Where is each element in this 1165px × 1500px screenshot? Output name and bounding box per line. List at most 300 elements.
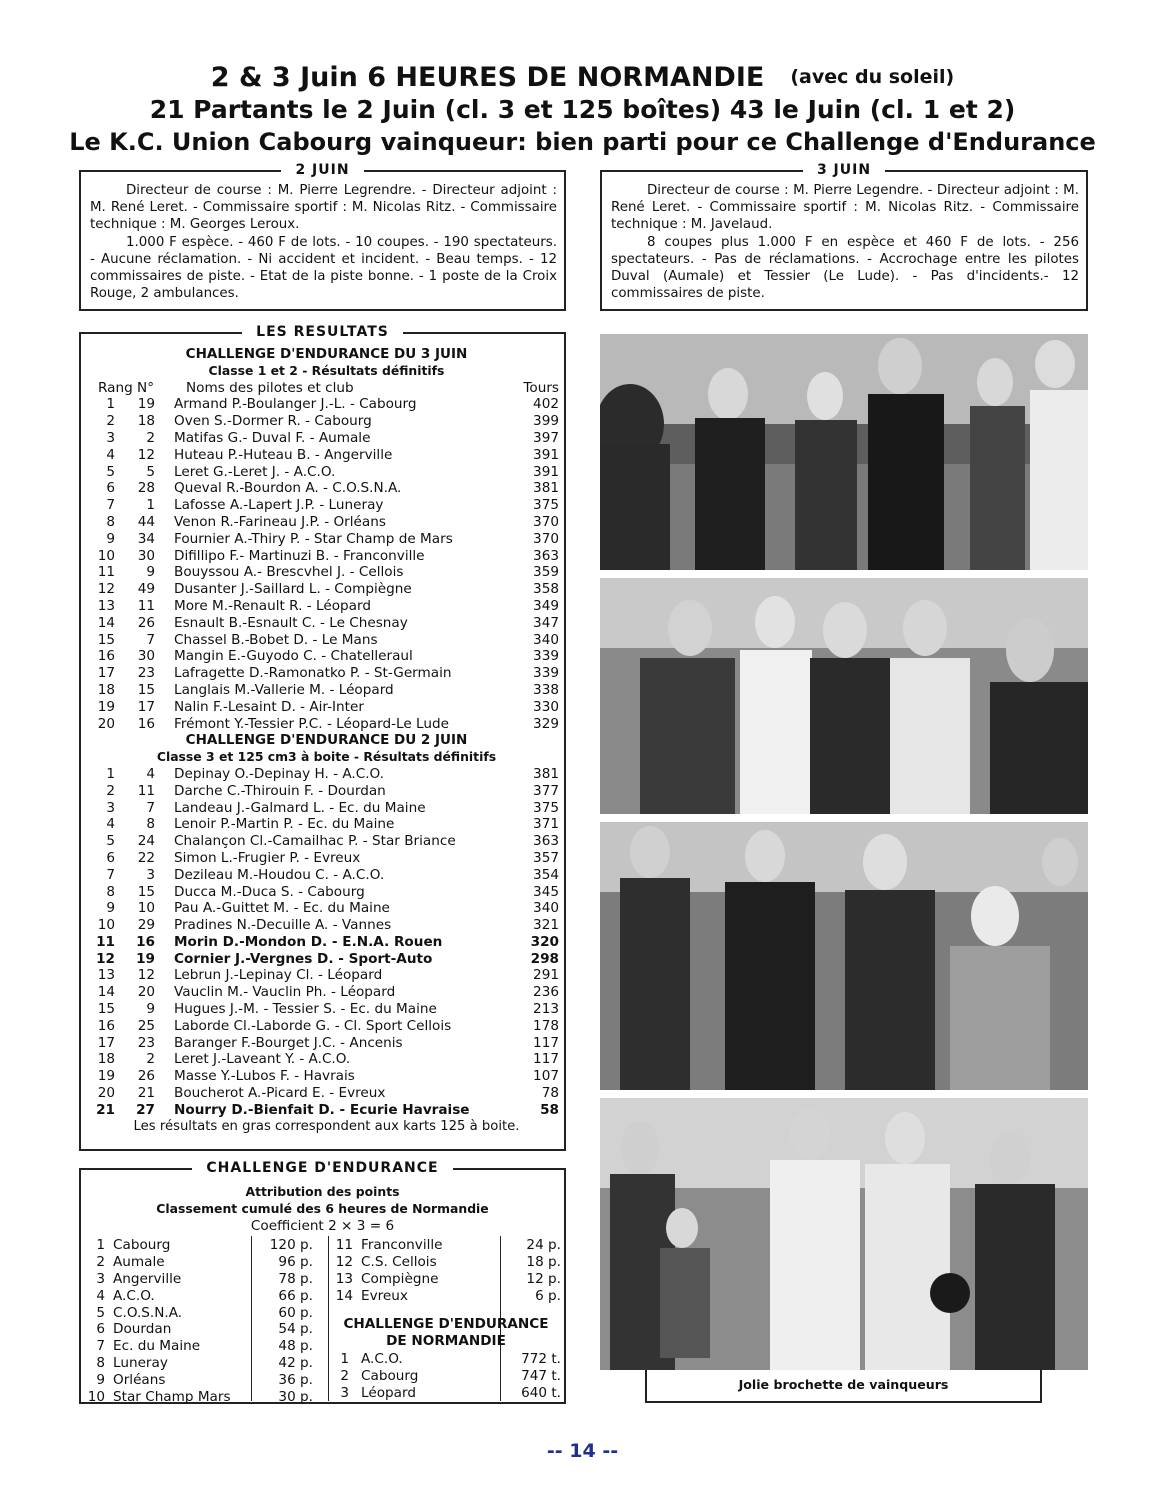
photo-caption: Jolie brochette de vainqueurs [645,1370,1042,1403]
result-row [89,615,564,632]
result-laps: 402 [533,396,559,413]
points-club: Ec. du Maine [113,1338,201,1355]
result-rank: 12 [96,950,115,967]
result-row [89,1068,564,1085]
result-number: 15 [137,681,155,698]
points-value: 96 p. [278,1253,313,1270]
race2-results-list [89,766,564,1119]
juin3-info-box [600,162,1088,311]
result-drivers: Esnault B.-Esnault C. - Le Chesnay [174,614,408,631]
points-row [335,1368,561,1385]
result-laps: 107 [533,1068,559,1085]
result-drivers: Leret J.-Laveant Y. - A.C.O. [174,1051,351,1068]
points-row [335,1288,561,1305]
result-laps: 381 [533,480,559,497]
result-laps: 381 [533,765,559,782]
points-club: C.O.S.N.A. [113,1304,183,1321]
points-row [335,1254,561,1271]
result-laps: 391 [533,446,559,463]
result-row [89,1018,564,1035]
result-laps: 370 [533,513,559,530]
result-laps: 375 [533,497,559,514]
result-drivers: Difillipo F.- Martinuzi B. - Franconville [174,547,425,564]
result-rank: 20 [97,1085,115,1102]
result-rank: 4 [106,446,115,463]
result-number: 22 [137,849,155,866]
result-number: 28 [137,480,155,497]
result-drivers: Ducca M.-Duca S. - Cabourg [174,883,365,900]
result-rank: 11 [97,564,115,581]
points-club: Star Champ Mars [113,1389,231,1406]
result-number: 15 [137,883,155,900]
result-drivers: Chassel B.-Bobet D. - Le Mans [174,631,378,648]
result-drivers: Frémont Y.-Tessier P.C. - Léopard-Le Lude [174,715,449,732]
result-rank: 6 [106,849,115,866]
points-row [87,1389,313,1406]
result-number: 49 [137,581,155,598]
result-rank: 19 [97,1068,115,1085]
points-row [335,1271,561,1288]
points-subtitle-2: Classement cumulé des 6 heures de Normandie [156,1200,489,1216]
result-laps: 330 [533,698,559,715]
result-rank: 20 [97,715,115,732]
result-number: 25 [137,1017,155,1034]
points-value: 747 t. [521,1367,561,1384]
result-laps: 298 [530,950,559,967]
result-row [89,1051,564,1068]
result-number: 12 [137,967,155,984]
result-rank: 15 [97,1001,115,1018]
result-drivers: Mangin E.-Guyodo C. - Chatelleraul [174,648,413,665]
result-row [89,447,564,464]
result-laps: 347 [533,614,559,631]
race2-title: CHALLENGE D'ENDURANCE DU 2 JUIN [185,732,468,749]
result-row [89,632,564,649]
result-row [89,1035,564,1052]
result-number: 29 [137,917,155,934]
points-value: 78 p. [278,1270,313,1287]
result-drivers: Huteau P.-Huteau B. - Angerville [174,446,393,463]
result-number: 30 [137,547,155,564]
result-row [89,396,564,413]
result-drivers: Lafosse A.-Lapert J.P. - Luneray [174,497,384,514]
result-rank: 3 [106,429,115,446]
juin2-info-box [79,162,566,311]
result-rank: 8 [106,883,115,900]
juin2-title: 2 JUIN [281,162,363,178]
headline-line-3: Le K.C. Union Cabourg vainqueur: bien parti pour ce Challenge d'Endurance [69,128,1096,156]
result-row [89,1001,564,1018]
juin3-title: 3 JUIN [803,162,885,178]
result-row [89,464,564,481]
result-number: 7 [146,631,155,648]
headline-aside: (avec du soleil) [790,66,955,88]
points-rank: 2 [340,1367,349,1384]
points-rank: 6 [96,1321,105,1338]
result-laps: 377 [533,782,559,799]
points-row [87,1288,313,1305]
points-subtitle-1: Attribution des points [245,1184,400,1199]
result-rank: 14 [97,614,115,631]
result-laps: 359 [533,564,559,581]
result-rank: 10 [97,917,115,934]
result-drivers: Lenoir P.-Martin P. - Ec. du Maine [174,816,395,833]
points-rank: 8 [96,1355,105,1372]
race1-results-list [89,396,564,732]
result-drivers: Chalançon Cl.-Camailhac P. - Star Briance [174,833,456,850]
result-drivers: Lafragette D.-Ramonatko P. - St-Germain [174,665,452,682]
result-row [89,967,564,984]
result-rank: 11 [96,933,115,950]
result-number: 44 [137,513,155,530]
result-laps: 117 [533,1034,559,1051]
points-rank: 1 [96,1237,105,1253]
result-number: 23 [137,665,155,682]
result-drivers: Laborde Cl.-Laborde G. - Cl. Sport Cellois [174,1017,452,1034]
result-drivers: Dusanter J.-Saillard L. - Compiègne [174,581,412,598]
points-club: Angerville [113,1270,182,1287]
points-right-column [335,1237,561,1305]
result-number: 11 [137,782,155,799]
result-row [89,900,564,917]
result-laps: 370 [533,530,559,547]
points-value: 772 t. [521,1351,561,1367]
result-rank: 1 [106,396,115,413]
points-value: 24 p. [526,1237,561,1253]
points-rank: 2 [96,1253,105,1270]
results-content [81,334,564,1135]
result-drivers: Boucherot A.-Picard E. - Evreux [174,1085,386,1102]
points-value: 48 p. [278,1338,313,1355]
points-club: C.S. Cellois [361,1253,437,1270]
result-drivers: Dezileau M.-Houdou C. - A.C.O. [174,866,385,883]
result-row [89,766,564,783]
result-rank: 4 [106,816,115,833]
result-row [89,682,564,699]
race1-title: CHALLENGE D'ENDURANCE DU 3 JUIN [185,346,468,362]
result-number: 26 [137,1068,155,1085]
col-rang: Rang N° [98,379,155,396]
result-drivers: Darche C.-Thirouin F. - Dourdan [174,782,386,799]
result-number: 3 [146,866,155,883]
points-rank: 7 [96,1338,105,1355]
points-box [79,1160,566,1406]
points-club: Cabourg [361,1367,419,1384]
result-drivers: More M.-Renault R. - Léopard [174,597,371,614]
result-rank: 13 [97,967,115,984]
result-laps: 340 [533,900,559,917]
points-row [87,1254,313,1271]
result-rank: 14 [97,984,115,1001]
results-column-header [89,380,564,397]
result-number: 8 [146,816,155,833]
points-row [335,1351,561,1368]
result-laps: 363 [533,547,559,564]
points-value: 6 p. [535,1287,561,1304]
points-club: A.C.O. [113,1287,155,1304]
points-row [87,1305,313,1322]
points-row [87,1271,313,1288]
points-value: 60 p. [278,1304,313,1321]
result-number: 17 [137,698,155,715]
result-number: 1 [146,497,155,514]
result-laps: 58 [540,1101,559,1118]
points-rank: 12 [335,1253,353,1270]
result-row [89,1102,564,1119]
points-rank: 5 [96,1304,105,1321]
result-number: 20 [137,984,155,1001]
result-rank: 2 [106,782,115,799]
result-number: 34 [137,530,155,547]
result-rank: 9 [106,900,115,917]
result-laps: 117 [533,1051,559,1068]
result-row [89,867,564,884]
result-laps: 391 [533,463,559,480]
result-rank: 15 [97,631,115,648]
result-laps: 329 [533,715,559,732]
result-drivers: Pradines N.-Decuille A. - Vannes [174,917,392,934]
points-row [87,1237,313,1254]
result-drivers: Depinay O.-Depinay H. - A.C.O. [174,765,384,782]
result-drivers: Bouyssou A.- Brescvhel J. - Cellois [174,564,404,581]
result-rank: 7 [106,497,115,514]
points-title: CHALLENGE D'ENDURANCE [192,1160,452,1176]
result-drivers: Nalin F.-Lesaint D. - Air-Inter [174,698,364,715]
result-laps: 358 [533,581,559,598]
result-number: 9 [146,1001,155,1018]
normandie-challenge-title [331,1316,561,1350]
result-rank: 10 [97,547,115,564]
result-number: 30 [137,648,155,665]
points-value: 18 p. [526,1253,561,1270]
result-drivers: Fournier A.-Thiry P. - Star Champ de Mars [174,530,453,547]
points-rank: 3 [340,1384,349,1401]
points-club: Dourdan [113,1321,172,1338]
result-laps: 354 [533,866,559,883]
result-row [89,531,564,548]
points-value: 12 p. [526,1270,561,1287]
result-number: 24 [137,833,155,850]
result-laps: 178 [533,1017,559,1034]
points-club: Compiègne [361,1270,439,1287]
headline-main: 2 & 3 Juin 6 HEURES DE NORMANDIE [210,62,765,93]
result-number: 18 [137,413,155,430]
result-laps: 345 [533,883,559,900]
result-rank: 6 [106,480,115,497]
points-rank: 1 [340,1351,349,1367]
points-row [87,1372,313,1389]
juin2-text [81,172,564,302]
result-laps: 321 [533,917,559,934]
result-drivers: Morin D.-Mondon D. - E.N.A. Rouen [174,933,443,950]
result-row [89,984,564,1001]
page-number: -- 14 -- [546,1440,619,1462]
points-left-column [87,1237,313,1406]
result-laps: 375 [533,799,559,816]
normandie-title-2: DE NORMANDIE [386,1333,506,1349]
juin3-paragraph: Directeur de course : M. Pierre Legendre. - Directeur adjoint : M. René Leret. - Commissaire sportif : M. Nicolas Ritz. - Commissaire technique : M. Javelaud. [611,183,1079,233]
result-laps: 339 [533,665,559,682]
results-note: Les résultats en gras correspondent aux karts 125 à boite. [133,1118,520,1134]
result-number: 12 [137,446,155,463]
result-number: 4 [146,765,155,782]
juin2-paragraph: 1.000 F espèce. - 460 F de lots. - 10 coupes. - 190 spectateurs. - Aucune réclamation. - Ni accident et incident. - Beau temps. - 12 commissaires de piste. - Etat de la piste bonne. - 1 poste de la Croix Rouge, 2 ambulances. [90,234,557,302]
headline-line-1 [0,62,1165,93]
points-row [87,1321,313,1338]
result-row [89,665,564,682]
result-laps: 349 [533,597,559,614]
result-number: 16 [137,715,155,732]
points-value: 640 t. [521,1384,561,1401]
result-drivers: Hugues J.-M. - Tessier S. - Ec. du Maine [174,1001,437,1018]
photo-winners-2 [600,578,1088,814]
juin3-paragraph: 8 coupes plus 1.000 F en espèce et 460 F de lots. - 256 spectateurs. - Pas de réclamations. - Accrochage entre les pilotes Duval (Aumale) et Tessier (Le Lude). - Pas d'incidents.- 12 commissaires de piste. [611,234,1079,302]
points-rank: 13 [335,1270,353,1287]
result-row [89,800,564,817]
result-number: 5 [146,463,155,480]
points-rank: 3 [96,1270,105,1287]
result-row [89,430,564,447]
result-number: 9 [146,564,155,581]
result-row [89,816,564,833]
result-rank: 2 [106,413,115,430]
result-rank: 12 [97,581,115,598]
result-rank: 13 [97,597,115,614]
result-row [89,598,564,615]
result-laps: 399 [533,413,559,430]
result-laps: 340 [533,631,559,648]
result-rank: 21 [96,1101,115,1118]
points-club: Luneray [113,1355,168,1372]
result-row [89,884,564,901]
result-rank: 17 [97,665,115,682]
result-rank: 19 [97,698,115,715]
result-row [89,917,564,934]
points-value: 54 p. [278,1321,313,1338]
result-laps: 78 [541,1085,559,1102]
result-row [89,497,564,514]
result-drivers: Pau A.-Guittet M. - Ec. du Maine [174,900,390,917]
result-laps: 371 [533,816,559,833]
result-laps: 397 [533,429,559,446]
points-row [87,1355,313,1372]
result-row [89,413,564,430]
result-rank: 17 [97,1034,115,1051]
result-rank: 8 [106,513,115,530]
photo-winners-4 [600,1098,1088,1370]
points-club: Léopard [361,1384,416,1401]
result-number: 7 [146,799,155,816]
result-drivers: Queval R.-Bourdon A. - C.O.S.N.A. [174,480,402,497]
result-laps: 320 [530,933,559,950]
result-row [89,1085,564,1102]
result-number: 26 [137,614,155,631]
points-club: Franconville [361,1237,443,1253]
points-rank: 10 [87,1389,105,1406]
result-drivers: Lebrun J.-Lepinay Cl. - Léopard [174,967,383,984]
points-value: 66 p. [278,1287,313,1304]
result-number: 10 [137,900,155,917]
points-club: Orléans [113,1372,166,1389]
col-names: Noms des pilotes et club [186,379,354,396]
points-rank: 4 [96,1287,105,1304]
points-rank: 11 [335,1237,353,1253]
result-laps: 363 [533,833,559,850]
race2-subtitle: Classe 3 et 125 cm3 à boite - Résultats définitifs [156,749,497,765]
result-laps: 357 [533,849,559,866]
normandie-standings [335,1351,561,1402]
result-rank: 7 [106,866,115,883]
result-number: 21 [137,1085,155,1102]
result-number: 16 [136,933,155,950]
points-coefficient: Coefficient 2 × 3 = 6 [250,1217,395,1234]
results-box [79,324,566,1151]
result-laps: 339 [533,648,559,665]
result-row [89,716,564,733]
points-value: 30 p. [278,1389,313,1406]
juin2-paragraph: Directeur de course : M. Pierre Legrendre. - Directeur adjoint : M. René Leret. - Commissaire sportif : M. Nicolas Ritz. - Commissaire technique : M. Georges Leroux. [90,183,557,233]
result-row [89,564,564,581]
result-number: 2 [146,429,155,446]
normandie-title-1: CHALLENGE D'ENDURANCE [343,1316,549,1332]
points-row [335,1237,561,1254]
result-number: 19 [136,950,155,967]
result-row [89,514,564,531]
points-club: Aumale [113,1253,165,1270]
result-row [89,581,564,598]
result-drivers: Baranger F.-Bourget J.C. - Ancenis [174,1034,403,1051]
juin3-text [602,172,1086,302]
result-rank: 5 [106,463,115,480]
result-row [89,850,564,867]
headline-line-2: 21 Partants le 2 Juin (cl. 3 et 125 boîtes) 43 le Juin (cl. 1 et 2) [149,95,1016,124]
photo-winners-1 [600,334,1088,570]
result-row [89,480,564,497]
result-drivers: Simon L.-Frugier P. - Evreux [174,849,361,866]
result-rank: 3 [106,799,115,816]
result-drivers: Vauclin M.- Vauclin Ph. - Léopard [174,984,396,1001]
points-row [335,1385,561,1402]
result-drivers: Oven S.-Dormer R. - Cabourg [174,413,372,430]
result-drivers: Masse Y.-Lubos F. - Havrais [174,1068,355,1085]
result-rank: 9 [106,530,115,547]
result-row [89,783,564,800]
result-row [89,951,564,968]
result-number: 19 [137,396,155,413]
result-row [89,833,564,850]
result-row [89,548,564,565]
result-drivers: Armand P.-Boulanger J.-L. - Cabourg [174,396,417,413]
result-rank: 18 [97,1051,115,1068]
result-number: 27 [136,1101,155,1118]
points-rank: 14 [335,1287,353,1304]
results-title: LES RESULTATS [242,324,403,340]
col-tours: Tours [523,379,559,396]
points-value: 120 p. [269,1237,313,1253]
result-rank: 16 [97,1017,115,1034]
result-laps: 338 [533,681,559,698]
result-drivers: Venon R.-Farineau J.P. - Orléans [174,513,386,530]
result-laps: 236 [533,984,559,1001]
points-row [87,1338,313,1355]
result-number: 2 [146,1051,155,1068]
photo-winners-3 [600,822,1088,1090]
points-rank: 9 [96,1372,105,1389]
points-value: 42 p. [278,1355,313,1372]
result-number: 23 [137,1034,155,1051]
result-drivers: Nourry D.-Bienfait D. - Ecurie Havraise [174,1101,470,1118]
result-drivers: Matifas G.- Duval F. - Aumale [174,429,371,446]
